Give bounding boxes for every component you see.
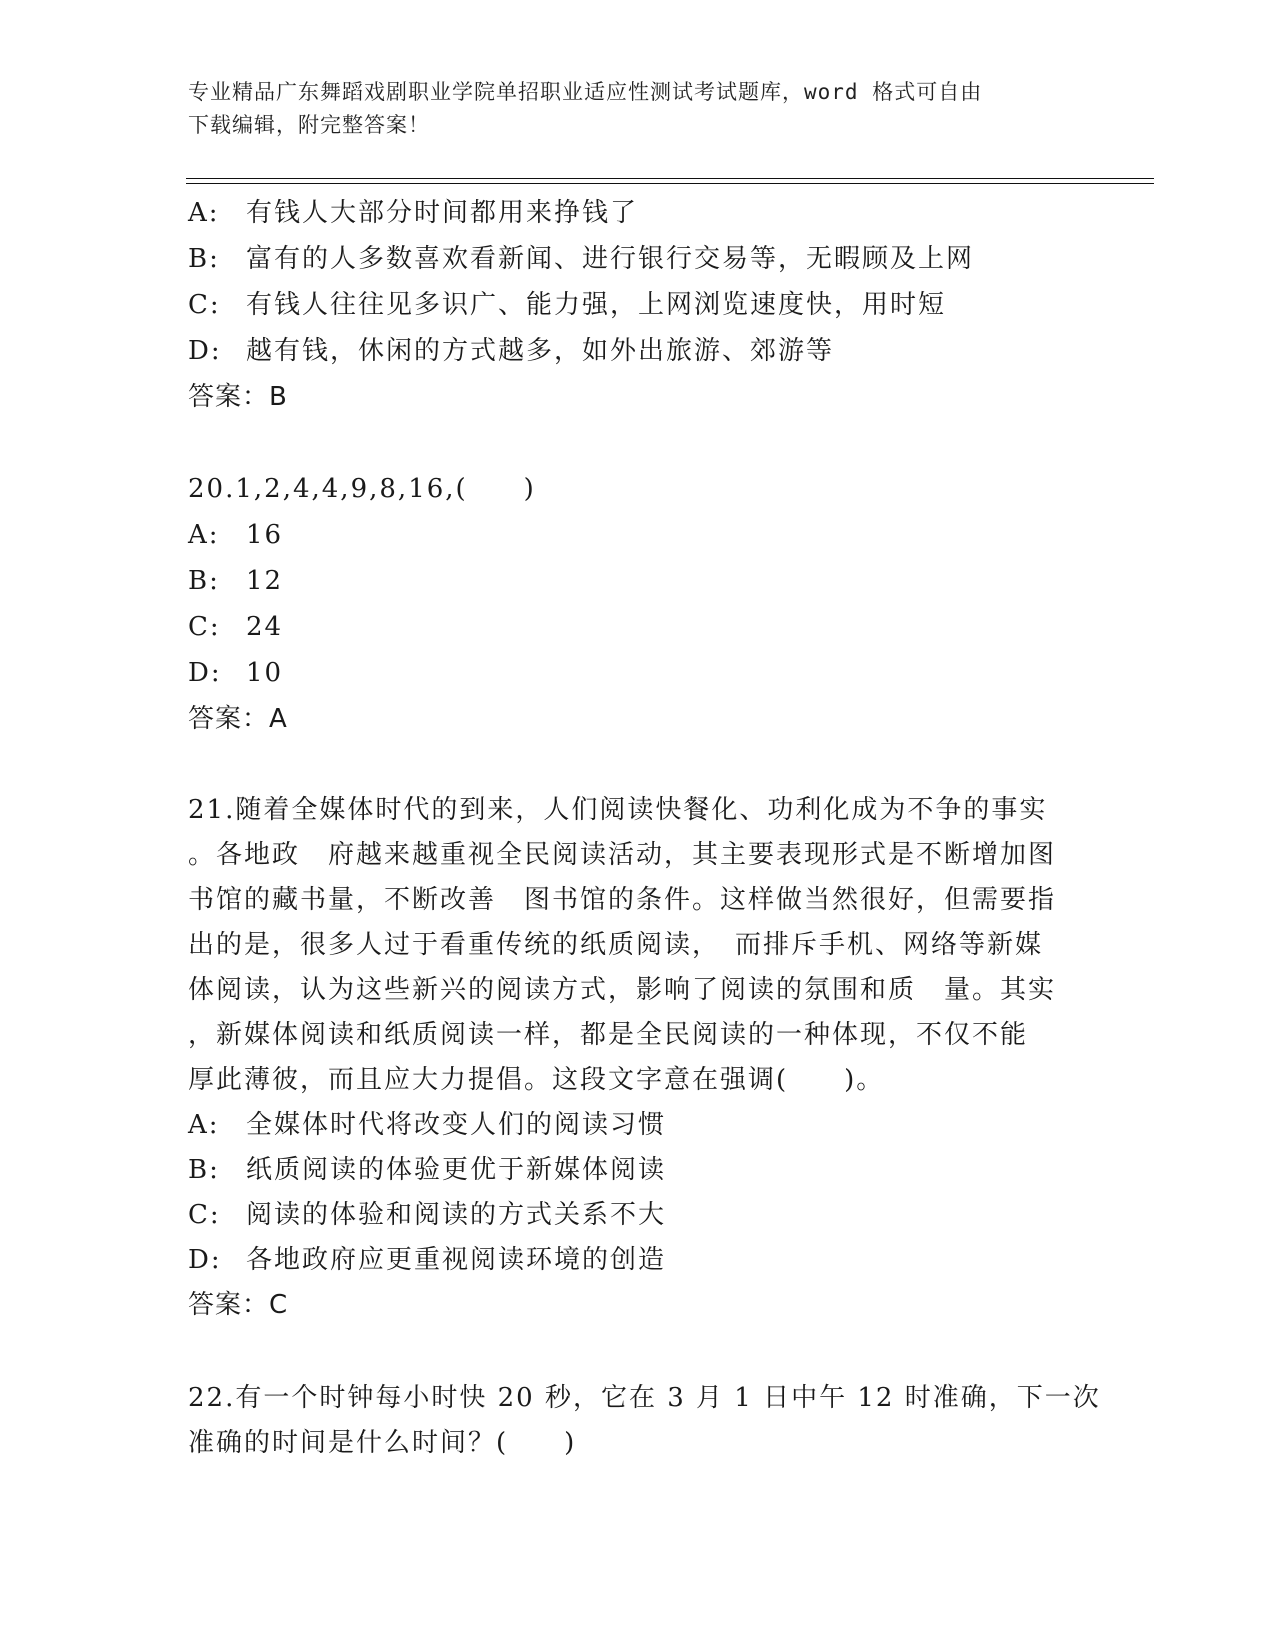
header-line-1: 专业精品广东舞蹈戏剧职业学院单招职业适应性测试考试题库，word 格式可自由 bbox=[188, 80, 983, 104]
question-stem-line: 22.有一个时钟每小时快 20 秒，它在 3 月 1 日中午 12 时准确，下一次 bbox=[188, 1383, 1101, 1413]
option-c: C: 阅读的体验和阅读的方式关系不大 bbox=[188, 1200, 667, 1230]
question-stem: 20.1,2,4,4,9,8,16,( ) bbox=[188, 474, 536, 504]
spacer bbox=[188, 1328, 1088, 1376]
question-stem-line: 书馆的藏书量，不断改善 图书馆的条件。这样做当然很好，但需要指 bbox=[188, 885, 1057, 915]
option-a: A: 全媒体时代将改变人们的阅读习惯 bbox=[188, 1110, 667, 1140]
answer-line: 答案：C bbox=[188, 1290, 289, 1320]
question-content bbox=[188, 190, 1101, 1466]
question-stem-line: 21.随着全媒体时代的到来，人们阅读快餐化、功利化成为不争的事实 bbox=[188, 795, 1048, 825]
question-19 bbox=[188, 190, 1088, 420]
answer-line: 答案：A bbox=[188, 704, 288, 734]
question-stem-line: ，新媒体阅读和纸质阅读一样，都是全民阅读的一种体现，不仅不能 bbox=[188, 1020, 1029, 1050]
header-rule-top bbox=[186, 178, 1154, 179]
option-d: D: 越有钱，休闲的方式越多，如外出旅游、郊游等 bbox=[188, 336, 835, 366]
question-stem-line: 。各地政 府越来越重视全民阅读活动，其主要表现形式是不断增加图 bbox=[188, 840, 1057, 870]
question-21 bbox=[188, 788, 1088, 1328]
header-rule-bottom bbox=[186, 183, 1154, 184]
question-stem-line: 体阅读，认为这些新兴的阅读方式，影响了阅读的氛围和质 量。其实 bbox=[188, 975, 1057, 1005]
option-d: D: 各地政府应更重视阅读环境的创造 bbox=[188, 1245, 667, 1275]
option-a: A: 16 bbox=[188, 520, 284, 550]
option-c: C: 有钱人往往见多识广、能力强，上网浏览速度快，用时短 bbox=[188, 290, 947, 320]
question-stem-line: 准确的时间是什么时间？( ) bbox=[188, 1428, 577, 1458]
spacer bbox=[188, 420, 1088, 466]
answer-line: 答案：B bbox=[188, 382, 288, 412]
option-a: A: 有钱人大部分时间都用来挣钱了 bbox=[188, 198, 639, 228]
option-b: B: 纸质阅读的体验更优于新媒体阅读 bbox=[188, 1155, 667, 1185]
question-stem-line: 出的是，很多人过于看重传统的纸质阅读， 而排斥手机、网络等新媒 bbox=[188, 930, 1044, 960]
option-b: B: 12 bbox=[188, 566, 284, 596]
question-22 bbox=[188, 1376, 1101, 1466]
option-d: D: 10 bbox=[188, 658, 284, 688]
option-b: B: 富有的人多数喜欢看新闻、进行银行交易等，无暇顾及上网 bbox=[188, 244, 975, 274]
spacer bbox=[188, 742, 1088, 788]
question-20 bbox=[188, 466, 1088, 742]
header-line-2: 下载编辑，附完整答案！ bbox=[188, 113, 430, 137]
question-stem-line: 厚此薄彼，而且应大力提倡。这段文字意在强调( )。 bbox=[188, 1065, 885, 1095]
option-c: C: 24 bbox=[188, 612, 284, 642]
document-header bbox=[188, 76, 1068, 142]
